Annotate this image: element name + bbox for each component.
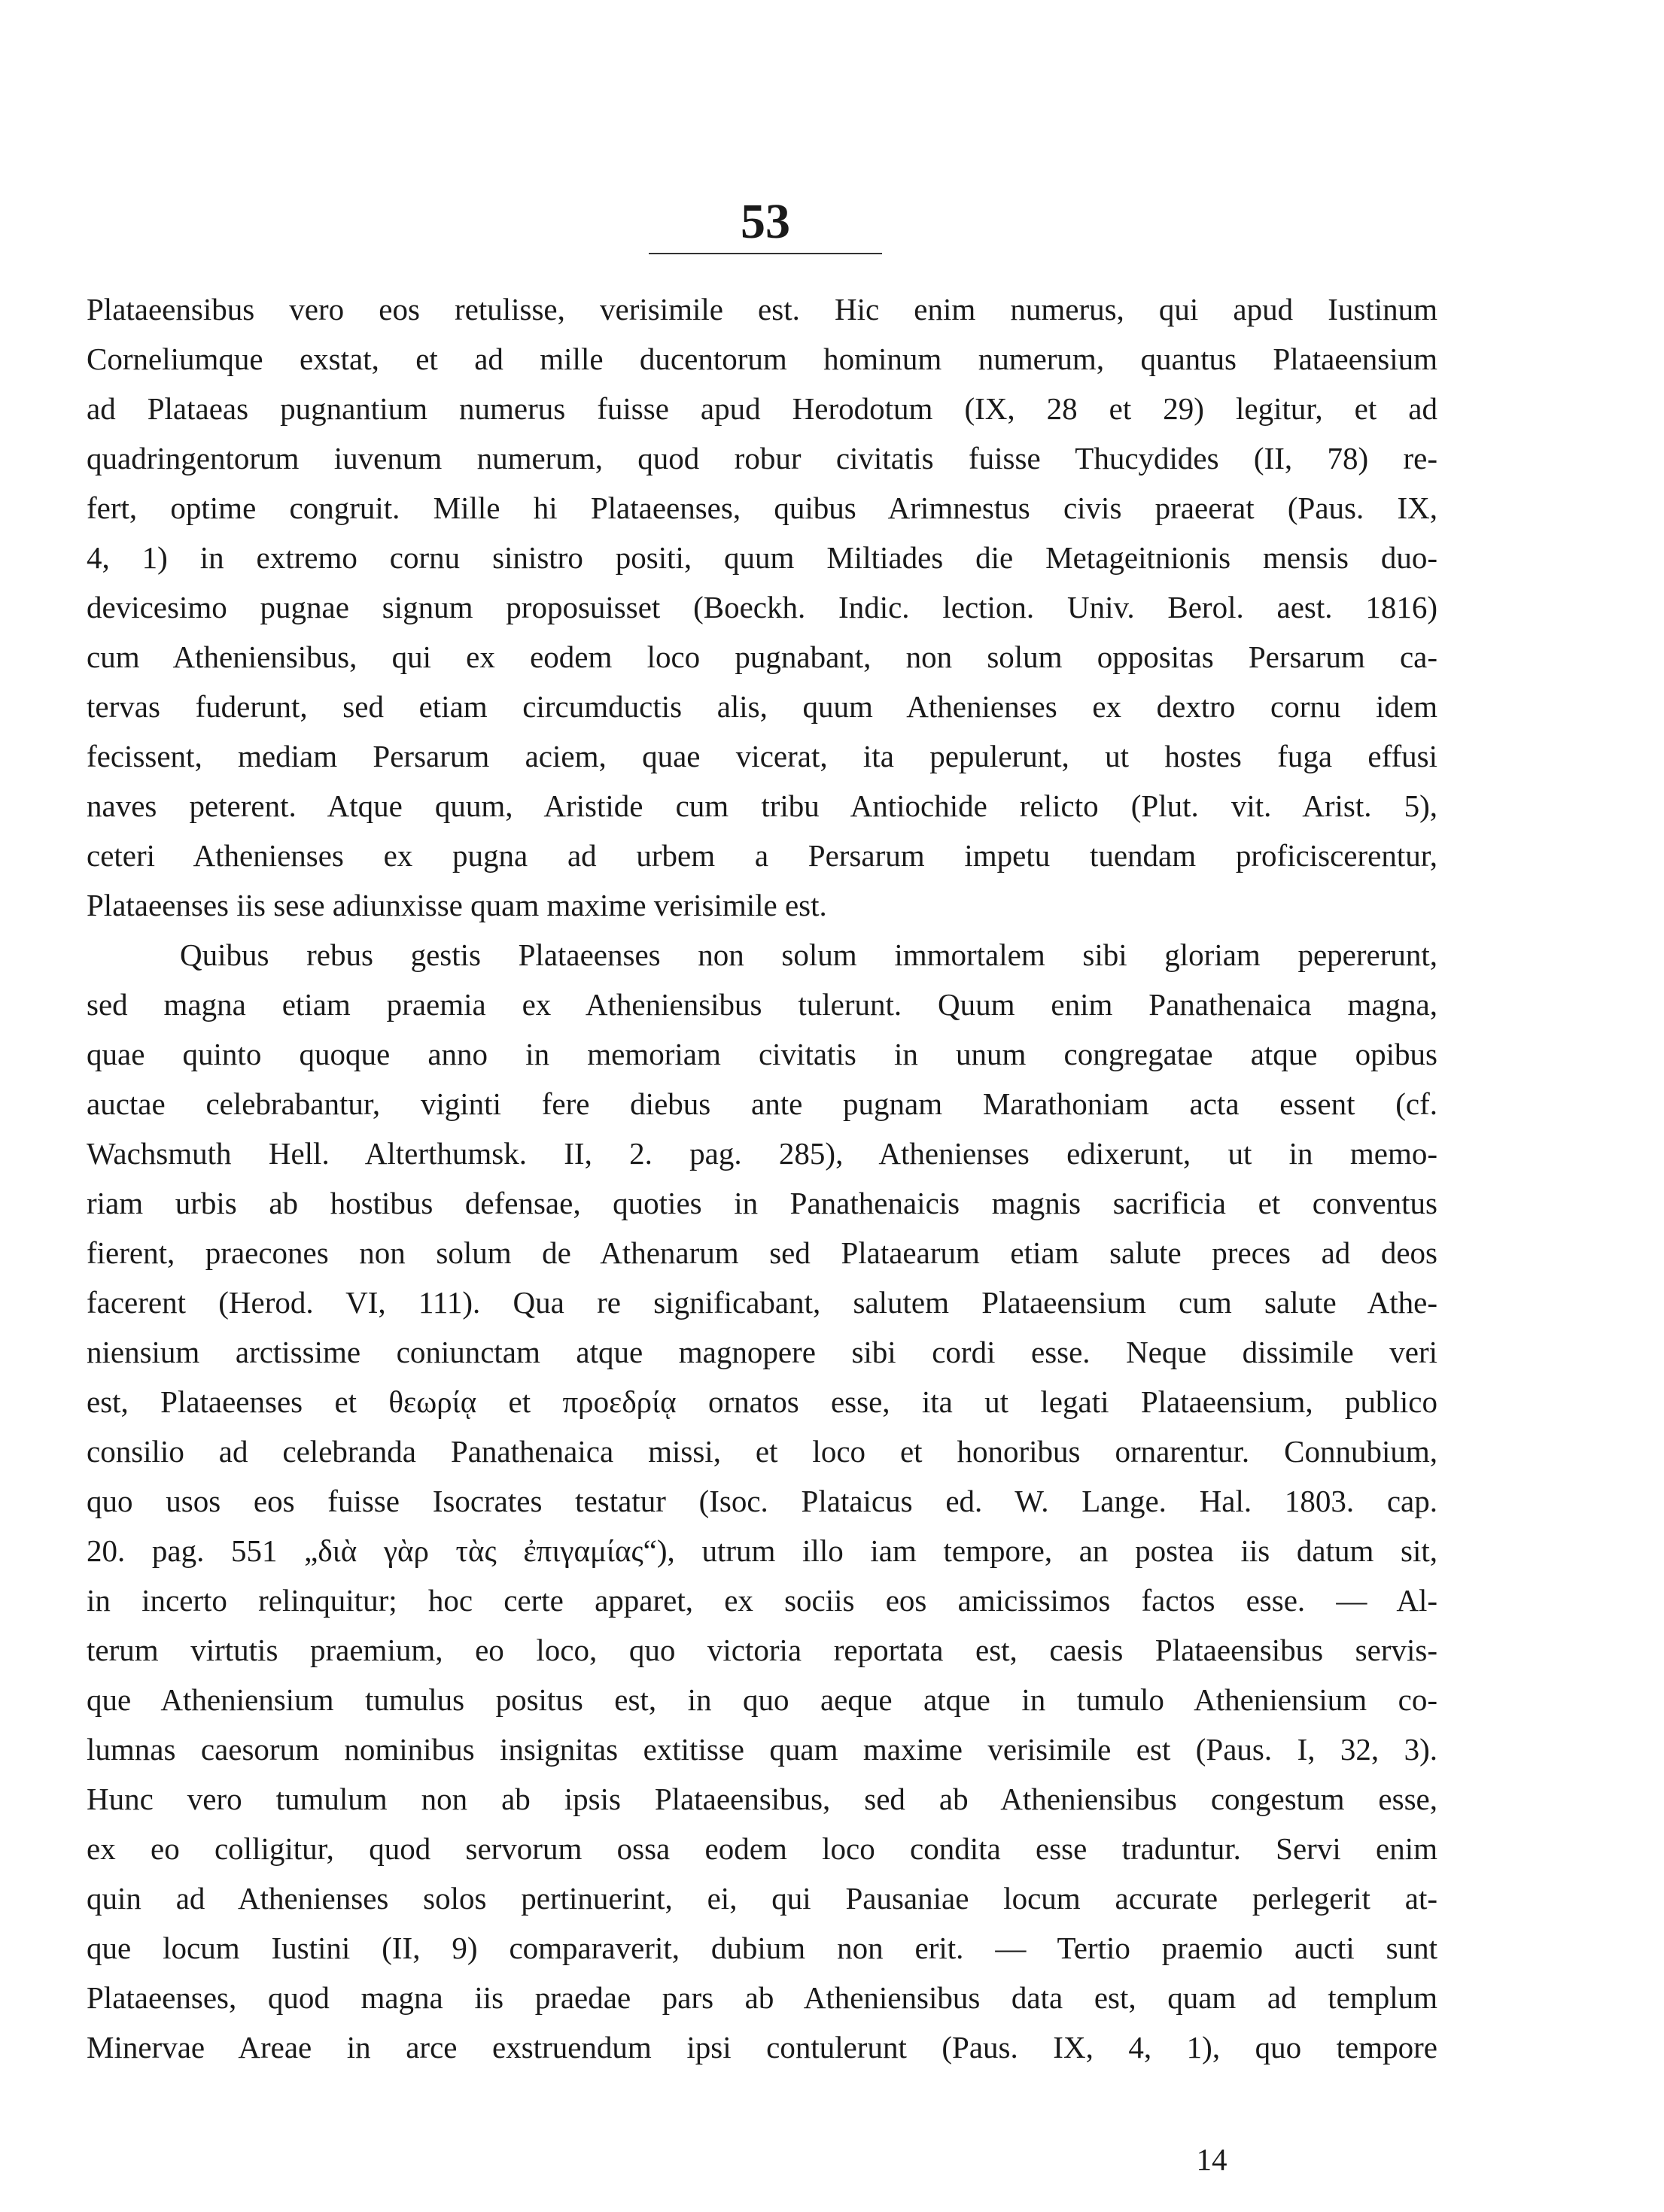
text-line: fierent, praecones non solum de Athenarum sed Plataearum etiam salute preces ad deos [87,1235,1437,1270]
text-line: Corneliumque exstat, et ad mille ducentorum hominum numerum, quantus Plataeensium [87,342,1437,376]
body-text [87,284,1437,2072]
text-line: in incerto relinquitur; hoc certe apparet, ex sociis eos amicissimos factos esse. — Al- [87,1583,1437,1618]
text-line: fecissent, mediam Persarum aciem, quae vicerat, ita pepulerunt, ut hostes fuga effusi [87,739,1437,773]
text-line: auctae celebrabantur, viginti fere diebus ante pugnam Marathoniam acta essent (cf. [87,1086,1437,1121]
text-line: devicesimo pugnae signum proposuisset (Boeckh. Indic. lection. Univ. Berol. aest. 1816) [87,590,1437,624]
text-line: Hunc vero tumulum non ab ipsis Plataeensibus, sed ab Atheniensibus congestum esse, [87,1782,1437,1816]
text-line: 4, 1) in extremo cornu sinistro positi, quum Miltiades die Metageitnionis mensis duo- [87,540,1437,575]
text-line: quo usos eos fuisse Isocrates testatur (Isoc. Plataicus ed. W. Lange. Hal. 1803. cap. [87,1484,1437,1518]
text-line: Plataeenses, quod magna iis praedae pars ab Atheniensibus data est, quam ad templum [87,1980,1437,2015]
text-line: que locum Iustini (II, 9) comparaverit, dubium non erit. — Tertio praemio aucti sunt [87,1931,1437,1965]
page-number: 53 [741,194,790,249]
text-line: que Atheniensium tumulus positus est, in quo aeque atque in tumulo Atheniensium co- [87,1682,1437,1717]
text-line: Minervae Areae in arce exstruendum ipsi contulerunt (Paus. IX, 4, 1), quo tempore [87,2030,1437,2065]
text-line: quae quinto quoque anno in memoriam civitatis in unum congregatae atque opibus [87,1037,1437,1071]
text-line: terum virtutis praemium, eo loco, quo victoria reportata est, caesis Plataeensibus servis- [87,1633,1437,1667]
text-line: est, Plataeenses et θεωρίᾳ et προεδρίᾳ ornatos esse, ita ut legati Plataeensium, publico [87,1384,1437,1419]
text-line: tervas fuderunt, sed etiam circumductis alis, quum Athenienses ex dextro cornu idem [87,689,1437,724]
text-line: quin ad Athenienses solos pertinuerint, ei, qui Pausaniae locum accurate perlegerit at- [87,1881,1437,1916]
text-line: quadringentorum iuvenum numerum, quod robur civitatis fuisse Thucydides (II, 78) re- [87,441,1437,476]
text-line: sed magna etiam praemia ex Atheniensibus tulerunt. Quum enim Panathenaica magna, [87,987,1437,1022]
text-line: Quibus rebus gestis Plataeenses non solum immortalem sibi gloriam pepererunt, [180,937,1437,972]
text-line: ceteri Athenienses ex pugna ad urbem a Persarum impetu tuendam proficiscerentur, [87,838,1437,873]
text-line: cum Atheniensibus, qui ex eodem loco pugnabant, non solum oppositas Persarum ca- [87,640,1437,674]
text-line: ex eo colligitur, quod servorum ossa eodem loco condita esse traduntur. Servi enim [87,1831,1437,1866]
text-line: niensium arctissime coniunctam atque magnopere sibi cordi esse. Neque dissimile veri [87,1335,1437,1369]
text-line: facerent (Herod. VI, 111). Qua re significabant, salutem Plataeensium cum salute Athe- [87,1285,1437,1320]
text-line: Wachsmuth Hell. Alterthumsk. II, 2. pag. 285), Athenienses edixerunt, ut in memo- [87,1136,1437,1171]
text-line: Plataeensibus vero eos retulisse, verisimile est. Hic enim numerus, qui apud Iustinum [87,292,1437,327]
header-rule [649,253,882,254]
text-line: Plataeenses iis sese adiunxisse quam maxime verisimile est. [87,888,827,922]
signature-mark: 14 [1196,2142,1227,2177]
text-line: fert, optime congruit. Mille hi Plataeenses, quibus Arimnestus civis praeerat (Paus. IX, [87,491,1437,525]
text-line: riam urbis ab hostibus defensae, quoties in Panathenaicis magnis sacrificia et conventus [87,1186,1437,1220]
text-line: 20. pag. 551 „διὰ γὰρ τὰς ἐπιγαμίας“), utrum illo iam tempore, an postea iis datum sit, [87,1533,1437,1568]
text-line: consilio ad celebranda Panathenaica missi, et loco et honoribus ornarentur. Connubium, [87,1434,1437,1469]
text-line: ad Plataeas pugnantium numerus fuisse apud Herodotum (IX, 28 et 29) legitur, et ad [87,391,1437,426]
text-line: lumnas caesorum nominibus insignitas extitisse quam maxime verisimile est (Paus. I, 32, 3). [87,1732,1437,1767]
text-line: naves peterent. Atque quum, Aristide cum tribu Antiochide relicto (Plut. vit. Arist. 5), [87,788,1437,823]
